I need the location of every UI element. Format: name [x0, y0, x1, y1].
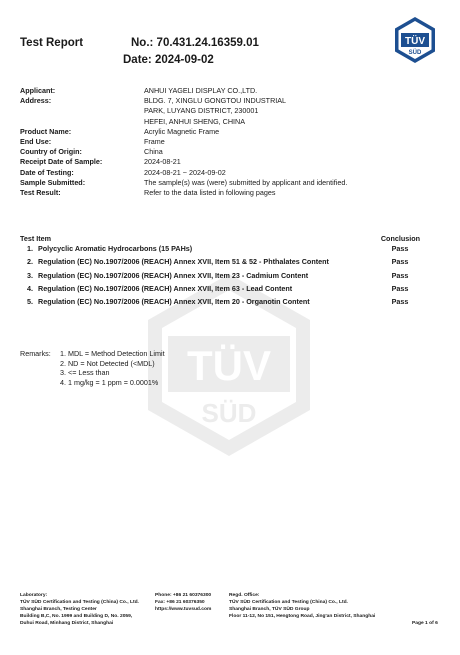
test-result: Pass: [391, 244, 409, 254]
info-row: [20, 168, 440, 178]
test-item-heading: Test Item: [20, 234, 52, 243]
footer-registered-office: [229, 593, 409, 621]
remarks-label: Remarks:: [20, 349, 51, 358]
watermark-text-top: TÜV: [187, 342, 271, 389]
footer-line: TÜV SÜD Certification and Testing (China) Co., Ltd.: [20, 599, 139, 605]
report-title: Test Report: [20, 37, 84, 49]
test-number: 2.: [27, 257, 33, 267]
remarks-list: [60, 349, 165, 387]
info-row: [20, 106, 440, 116]
info-value: HEFEI, ANHUI SHENG, CHINA: [144, 116, 246, 126]
info-value: China: [144, 147, 163, 157]
info-row: [20, 117, 440, 127]
info-label: Date of Testing:: [20, 167, 74, 177]
footer-fax: Fax: +86 21 60376350: [155, 599, 205, 605]
test-name: Regulation (EC) No.1907/2006 (REACH) Annex XVII, Item 51 & 52 - Phthalates Content: [38, 257, 329, 267]
footer-phone: Phone: +86 21 60376300: [155, 593, 212, 598]
test-number: 1.: [27, 244, 33, 254]
footer-line: Laboratory:: [20, 593, 48, 598]
logo-text-top: TÜV: [405, 36, 425, 47]
footer-website: https://www.tuvsud.com: [155, 606, 212, 612]
table-row: [20, 269, 420, 282]
info-value: Frame: [144, 137, 165, 147]
info-value: BLDG. 7, XINGLU GONGTOU INDUSTRIAL: [144, 96, 287, 106]
table-row: [20, 242, 420, 255]
test-name: Regulation (EC) No.1907/2006 (REACH) Annex XVII, Item 23 - Cadmium Content: [38, 270, 309, 280]
test-number: 5.: [27, 297, 33, 307]
footer-contact: [155, 593, 230, 614]
info-value: Acrylic Magnetic Frame: [144, 126, 220, 136]
tuv-sud-logo-icon: [391, 16, 439, 64]
table-row: [20, 295, 420, 308]
list-item: 4. 1 mg/kg = 1 ppm = 0.0001%: [60, 377, 159, 387]
info-row: [20, 96, 440, 106]
report-number: No.: 70.431.24.16359.01: [131, 37, 259, 49]
applicant-info: [20, 86, 440, 198]
test-number: 4.: [27, 284, 33, 294]
page-number: Page 1 of 6: [412, 621, 438, 626]
footer-line: Building B,C, No. 1999 and Building D, No. 2059,: [20, 613, 133, 619]
info-value: PARK, LUYANG DISTRICT, 230001: [144, 106, 259, 116]
info-row: [20, 86, 440, 96]
info-label: End Use:: [20, 137, 52, 147]
info-row: [20, 157, 440, 167]
test-name: Polycyclic Aromatic Hydrocarbons (15 PAHs): [38, 244, 193, 254]
info-value: ANHUI YAGELI DISPLAY CO.,LTD.: [144, 86, 258, 95]
test-number: 3.: [27, 270, 33, 280]
list-item: 1. MDL = Method Detection Limit: [60, 349, 165, 358]
conclusion-heading: Conclusion: [380, 234, 420, 243]
info-value: Refer to the data listed in following pages: [144, 188, 276, 198]
info-row: [20, 137, 440, 147]
footer-line: TÜV SÜD Certification and Testing (China) Co., Ltd.: [229, 599, 348, 605]
table-row: [20, 255, 420, 268]
footer-line: Shanghai Branch, Testing Center: [20, 606, 97, 612]
test-result: Pass: [391, 270, 409, 280]
footer-line: Shanghai Branch, TÜV SÜD Group: [229, 606, 310, 612]
list-item: 3. <= Less than: [60, 368, 110, 378]
info-label: Test Result:: [20, 188, 61, 198]
info-label: Country of Origin:: [20, 147, 82, 157]
info-label: Sample Submitted:: [20, 177, 86, 187]
footer-line: Floor 11-12, No 151, Hengtong Road, Jing'an District, Shanghai: [229, 613, 376, 619]
info-label: Applicant:: [20, 86, 56, 95]
footer-laboratory: [20, 593, 150, 628]
test-result: Pass: [391, 297, 409, 307]
table-row: [20, 282, 420, 295]
list-item: 2. ND = Not Detected (<MDL): [60, 358, 155, 368]
info-label: Receipt Date of Sample:: [20, 157, 103, 167]
info-label: [20, 117, 144, 127]
info-row: [20, 127, 440, 137]
test-result: Pass: [391, 284, 409, 294]
report-date: Date: 2024-09-02: [123, 54, 214, 66]
info-row: [20, 188, 440, 198]
watermark-text-bottom: SÜD: [201, 398, 257, 428]
test-table: [20, 242, 420, 308]
info-row: [20, 178, 440, 188]
info-label: Product Name:: [20, 126, 72, 136]
footer-line: Duhui Road, Minhang District, Shanghai: [20, 620, 114, 626]
info-value: 2024-08-21 ~ 2024-09-02: [144, 167, 226, 177]
logo-text-bottom: SÜD: [408, 50, 422, 56]
test-result: Pass: [391, 257, 409, 267]
info-label: [20, 106, 144, 116]
info-row: [20, 147, 440, 157]
info-value: The sample(s) was (were) submitted by applicant and identified.: [144, 177, 348, 187]
test-name: Regulation (EC) No.1907/2006 (REACH) Annex XVII, Item 20 - Organotin Content: [38, 297, 310, 307]
info-label: Address:: [20, 96, 52, 106]
test-name: Regulation (EC) No.1907/2006 (REACH) Annex XVII, Item 63 - Lead Content: [38, 284, 293, 294]
remarks-section: [20, 349, 165, 387]
footer-line: Regd. Office:: [229, 593, 260, 598]
info-value: 2024-08-21: [144, 157, 181, 167]
